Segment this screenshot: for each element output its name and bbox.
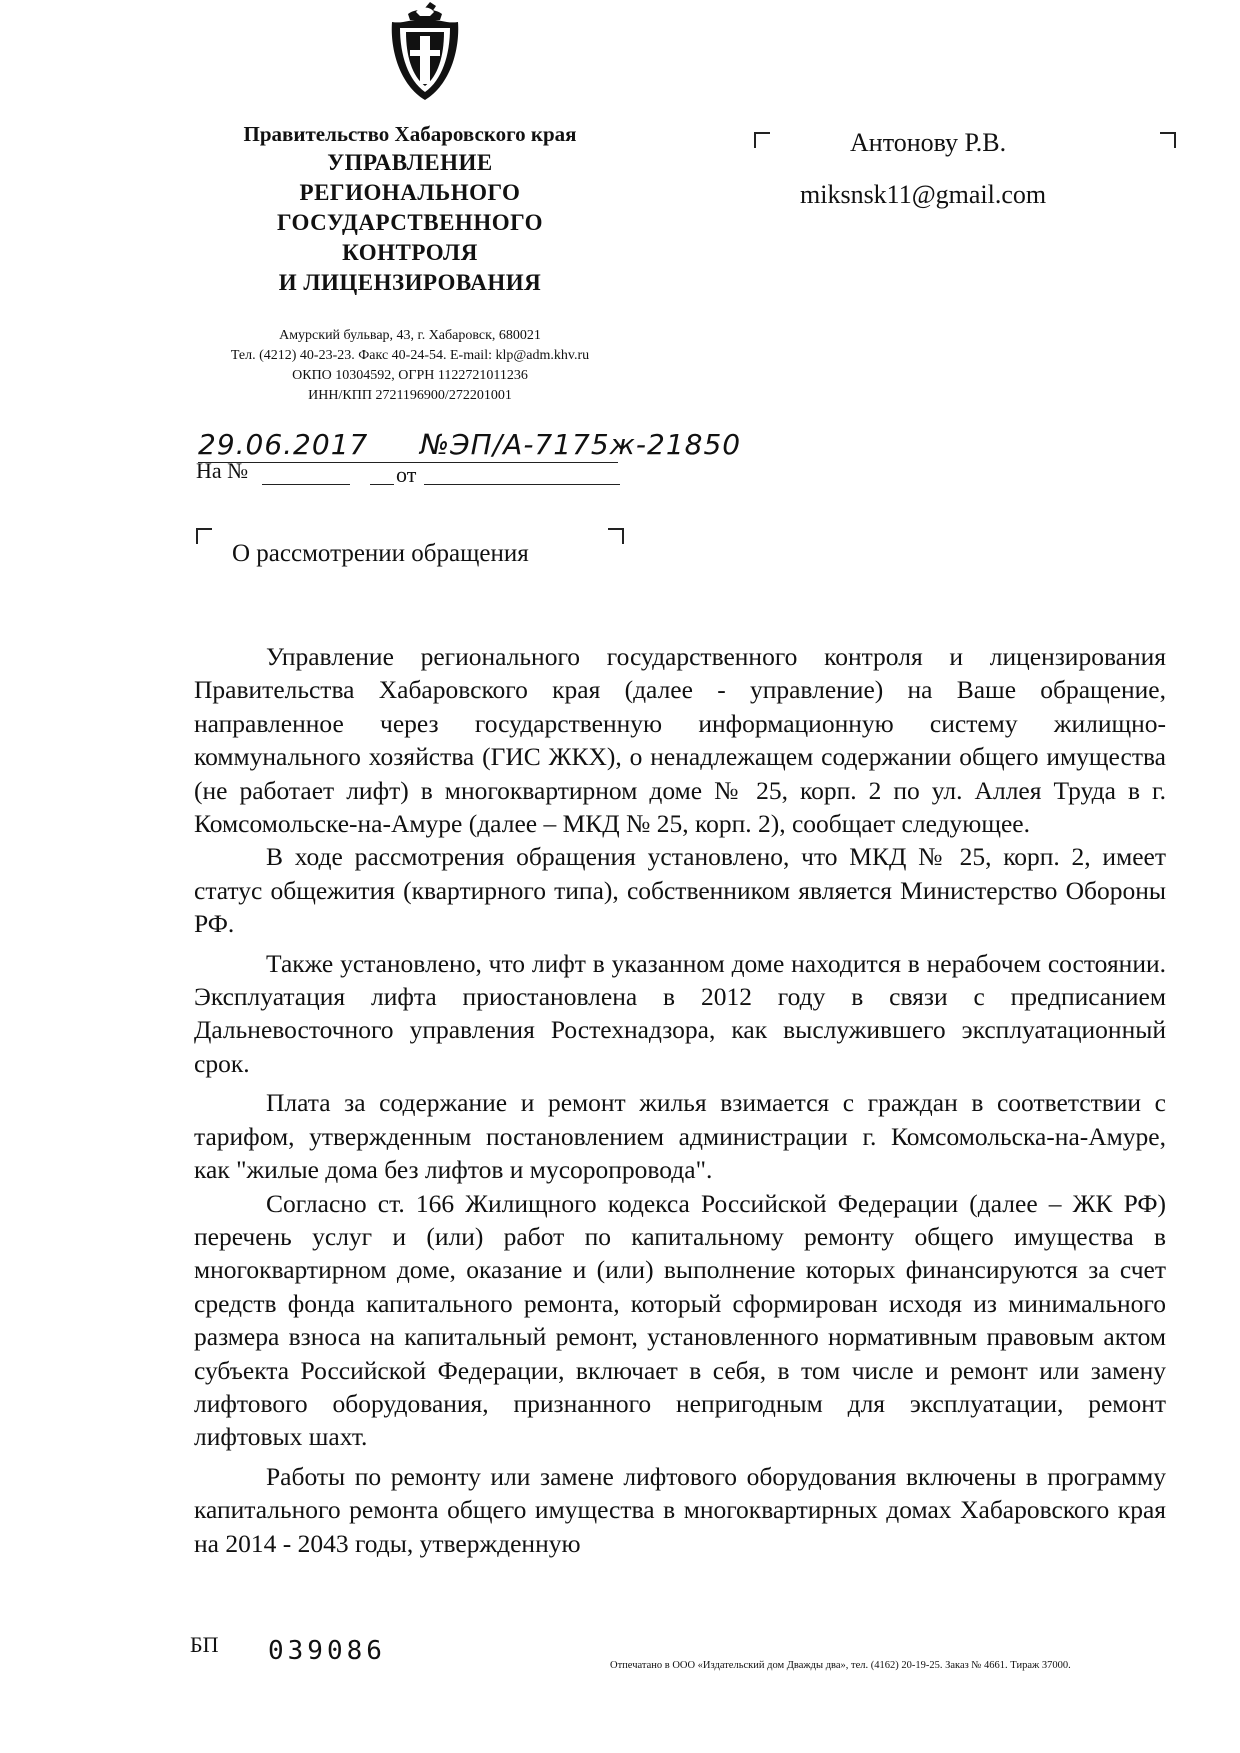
form-serial-number: 039086 [268, 1636, 386, 1666]
reference-number-label: На № [196, 458, 249, 483]
body-paragraph: Согласно ст. 166 Жилищного кодекса Российской Федерации (далее – ЖК РФ) перечень услуг и (или) работ по капитальному ремонту общего имущества в многоквартирном доме, оказание и (или) выполнение которых финансируются за счет средств фонда капитального ремонта, который сформирован исходя из минимального размера взноса на капитальный ремонт, установленного нормативным правовым актом субъекта Российской Федерации, включает в себя, в том числе и ремонт или замену лифтового оборудования, признанного непригодным для эксплуатации, ремонт лифтовых шахт. [194, 1188, 1166, 1452]
subject-bracket-left [196, 528, 212, 544]
registration-number: №ЭП/А-7175ж-21850 [420, 428, 742, 461]
reference-date-blank [424, 484, 620, 485]
letter-body [194, 640, 1166, 1560]
body-paragraph: Управление регионального государственного контроля и лицензирования Правительства Хабаровского края (далее - управление) на Ваше обращение, направленное через государственную информационную систему жилищно-коммунального хозяйства (ГИС ЖКХ), о ненадлежащем содержании общего имущества (не работает лифт) в многоквартирном доме № 25, корп. 2 по ул. Аллея Труда в г. Комсомольске-на-Амуре (далее – МКД № 25, корп. 2), сообщает следующее. [194, 642, 1166, 839]
printer-imprint: Отпечатано в ООО «Издательский дом Дважды два», тел. (4162) 20-19-25. Заказ № 4661. Тираж 37000. [610, 1660, 1071, 1671]
letter-subject: О рассмотрении обращения [232, 540, 529, 567]
recipient-email: miksnsk11@gmail.com [800, 180, 1047, 209]
department-name-line: УПРАВЛЕНИЕ [327, 150, 493, 175]
coat-of-arms-emblem [370, 0, 480, 110]
address-bracket-right [1160, 132, 1176, 148]
body-paragraph: Плата за содержание и ремонт жилья взимается с граждан в соответствии с тарифом, утвержденным постановлением администрации г. Комсомольска-на-Амуре, как "жилые дома без лифтов и мусоропровода". [194, 1088, 1166, 1185]
department-codes: ОКПО 10304592, ОГРН 1122721011236 [292, 368, 528, 383]
department-address: Амурский бульвар, 43, г. Хабаровск, 680021 [279, 328, 541, 343]
reference-separator-blank [370, 484, 394, 485]
department-inn: ИНН/КПП 2721196900/272201001 [308, 388, 512, 403]
body-paragraph: В ходе рассмотрения обращения установлено, что МКД № 25, корп. 2, имеет статус общежития (квартирного типа), собственником является Министерство Обороны РФ. [194, 842, 1166, 939]
department-name-line: ГОСУДАРСТВЕННОГО [276, 210, 544, 235]
department-contacts: Тел. (4212) 40-23-23. Факс 40-24-54. E-mail: klp@adm.khv.ru [230, 348, 590, 363]
address-bracket-left [754, 132, 770, 148]
body-paragraph: Также установлено, что лифт в указанном доме находится в нерабочем состоянии. Эксплуатация лифта приостановлена в 2012 году в связи с предписанием Дальневосточного управления Ростехнадзора, как выслужившего эксплуатационный срок. [194, 948, 1166, 1078]
government-name: Правительство Хабаровского края [243, 122, 577, 146]
department-name-line: КОНТРОЛЯ [342, 240, 478, 265]
body-paragraph: Работы по ремонту или замене лифтового оборудования включены в программу капитального ремонта общего имущества в многоквартирных домах Хабаровского края на 2014 - 2043 годы, утвержденную [194, 1461, 1166, 1558]
subject-bracket-right [608, 528, 624, 544]
department-name-line: И ЛИЦЕНЗИРОВАНИЯ [278, 270, 542, 295]
reference-date-label: от [396, 462, 417, 487]
registration-date: 29.06.2017 [198, 428, 369, 461]
department-name-line: РЕГИОНАЛЬНОГО [299, 180, 521, 205]
reference-number-blank [262, 484, 350, 485]
recipient-name: Антонову Р.В. [850, 128, 1007, 157]
form-label: БП [190, 1632, 219, 1657]
